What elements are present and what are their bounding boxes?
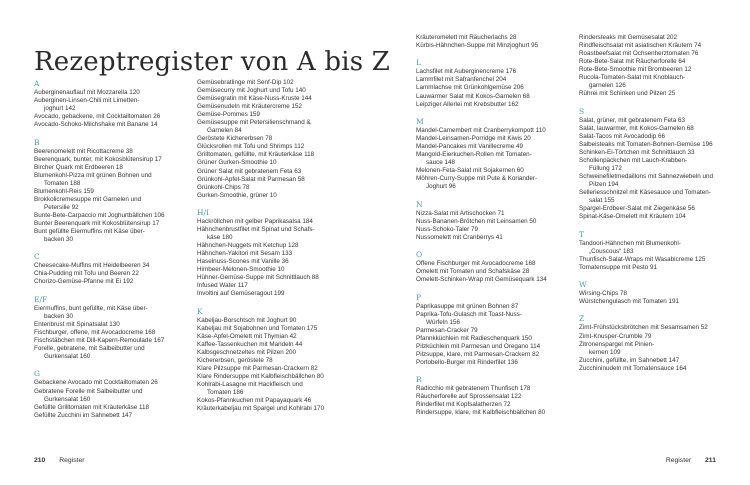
index-entry: Rührei mit Schinken und Pilzen 25	[579, 90, 676, 98]
index-entry: Würstchengulasch mit Tomaten 191	[579, 298, 679, 306]
index-entry-continuation: Tomaten 186	[207, 389, 244, 397]
section-letter: A	[34, 79, 40, 88]
index-entry: Nussomelett mit Cranberrys 41	[416, 233, 503, 241]
section-spacer	[579, 98, 739, 106]
index-entry: Spargel-Erdbeer-Salat mit Ziegenkäse 56	[579, 205, 695, 213]
index-entry: Auberginenauflauf mit Mozzarella 120	[34, 89, 140, 96]
footer-label-right: Register	[665, 457, 692, 464]
footer-left	[34, 457, 85, 464]
index-entry: Blumenkohl-Reis 159	[34, 187, 94, 195]
index-entry: Gemüsesuppe mit Petersilienschmand &	[197, 119, 311, 127]
page-number-right: 211	[705, 457, 716, 464]
index-entry-continuation: Würfeln 156	[426, 318, 460, 326]
index-entry: Gurken-Smoothie, grüner 10	[197, 191, 277, 199]
section-spacer	[416, 50, 576, 58]
index-entry: Rinderfilet mit Kopfsalatherzen 72	[416, 401, 511, 409]
index-entry: Gemüsenudeln mit Kräutercreme 152	[197, 103, 302, 111]
index-entry: Pilzsuppe, klare, mit Parmesan-Crackern 82	[416, 350, 540, 358]
index-column-4	[579, 34, 739, 373]
index-entry: Möhren-Curry-Suppe mit Pute & Koriander-	[416, 175, 538, 183]
index-entry: Nuss-Bananen-Brötchen mit Leinsamen 50	[416, 217, 537, 225]
index-entry: Schinken-Ei-Törtchen mit Schnittlauch 33	[579, 148, 695, 156]
index-column-3	[416, 34, 576, 417]
index-entry: Omelett mit Tomaten und Schafskäse 28	[416, 268, 530, 276]
index-entry-continuation: Garnelen 84	[207, 127, 242, 135]
index-entry: Avocado, gebackene, mit Cocktailtomaten 26	[34, 113, 161, 121]
index-entry: Grilltomaten, gefüllte, mit Kräuterkäse 118	[197, 151, 315, 159]
index-entry: Gemüse-Pommes 159	[197, 111, 260, 119]
index-entry: Kohlrabi-Lasagne mit Hackfleisch und	[197, 381, 303, 389]
section-letter: B	[34, 137, 40, 147]
index-entry: Gemüsebratlinge mit Senf-Dip 102	[197, 79, 294, 86]
index-entry: Mandel-Pancakes mit Vanillecreme 49	[416, 143, 523, 151]
index-entry: Bircher Quark mit Erdbeeren 18	[34, 163, 123, 171]
index-entry-continuation: Pilzen 194	[589, 181, 619, 189]
index-entry-continuation: Petersilie 92	[44, 203, 79, 211]
index-entry: Grünkohl-Apfel-Salat mit Parmesan 58	[197, 175, 305, 183]
index-entry: Lammfilet mit Safranfenchel 204	[416, 76, 507, 84]
index-entry: Pilzküchlein mit Parmesan und Oregano 114	[416, 342, 541, 350]
index-entry: Blumenkohl-Pizza mit grünen Bohnen und	[34, 171, 152, 179]
index-entry: Käse-Apfel-Omelett mit Thymian 42	[197, 332, 297, 340]
index-entry: Kokos-Pfannkuchen mit Papayaquark 46	[197, 397, 312, 405]
index-entry: Thunfisch-Salat-Wraps mit Wasabicreme 125	[579, 255, 706, 263]
index-entry: Grünkohl-Chips 78	[197, 183, 250, 191]
index-entry: Salat, lauwarmer, mit Kokos-Garnelen 68	[579, 124, 694, 132]
index-entry: Lammlachse mit Grünkohlgemüse 206	[416, 84, 524, 92]
section-spacer	[34, 129, 194, 137]
index-entry: Tandoori-Hähnchen mit Blumenkohl-	[579, 239, 681, 247]
index-entry: Klare Rindersuppe mit Kalbfleischbällchen 80	[197, 373, 324, 381]
index-entry: Schweinefiletmedaillons mit Sahnezwiebeln und	[579, 173, 714, 180]
index-entry: Bunt gefüllte Eiermuffins mit Käse über-	[34, 228, 145, 235]
index-entry: Cheesecake-Muffins mit Heidelbeeren 34	[34, 262, 150, 270]
index-entry-continuation: backen 30	[44, 236, 74, 244]
index-entry-continuation: joghurt 142	[44, 105, 76, 113]
index-entry: Hähnchen-Nuggets mit Ketchup 128	[197, 242, 299, 250]
index-entry: Salat-Tacos mit Avocadodip 66	[579, 132, 665, 140]
index-entry: Nuss-Schoko-Taler 79	[416, 225, 478, 233]
page-title: Rezeptregister von A bis Z	[34, 47, 391, 78]
index-entry: Forelle, gebratene, mit Salbeibutter und	[34, 345, 145, 353]
index-entry: Rucola-Tomaten-Salat mit Knoblauch-	[579, 74, 686, 82]
index-entry-continuation: backen 30	[44, 312, 74, 320]
index-entry: Fischburger, offene, mit Avocadocreme 168	[34, 328, 156, 336]
index-entry: Grüner Gurken-Smoothie 10	[197, 159, 277, 167]
section-spacer	[416, 242, 576, 250]
index-entry-continuation: Gurkensalat 160	[44, 395, 91, 403]
index-entry: Gefüllte Grilltomaten mit Kräuterkäse 118	[34, 403, 150, 411]
index-entry-continuation: sauce 148	[426, 159, 456, 167]
section-spacer	[416, 109, 576, 117]
index-entry: Rote-Bete-Smoothie mit Brombeeren 12	[579, 66, 692, 74]
index-entry: Mandel-Leinsamen-Porridge mit Kiwis 20	[416, 134, 531, 142]
index-entry: Himbeer-Melonen-Smoothie 10	[197, 266, 285, 274]
index-entry: Glücksrollen mit Tofu und Shrimps 112	[197, 143, 305, 151]
index-entry: Klare Pilzsuppe mit Parmesan-Crackern 82	[197, 365, 318, 373]
section-spacer	[579, 272, 739, 280]
section-letter: T	[579, 229, 585, 239]
index-entry: Schollenpäckchen mit Lauch-Krabben-	[579, 156, 688, 164]
index-entry: Hackröllchen mit gelber Paprikasalsa 184	[197, 218, 313, 225]
index-entry: Infused Water 117	[197, 282, 248, 290]
section-letter: W	[579, 280, 587, 290]
index-entry-continuation: Füllung 172	[589, 164, 622, 172]
index-entry: Involtini auf Gemüseragout 199	[197, 290, 285, 298]
index-entry: Kaffee-Tassenkuchen mit Mandeln 44	[197, 340, 303, 348]
index-entry: Eiermuffins, bunt gefüllte, mit Käse über-	[34, 304, 148, 312]
footer-label-left: Register	[59, 457, 85, 464]
index-entry: Zimt-Frühstücksbrötchen mit Sesamsamen 52	[579, 324, 708, 332]
index-entry: Omelett-Schinken-Wrap mit Gemüsequark 134	[416, 276, 547, 284]
index-entry: Hähnchenbrustfilet mit Spinat und Schafs-	[197, 226, 315, 234]
index-entry: Beerenomelett mit Ricottacreme 38	[34, 147, 133, 155]
index-entry-continuation: Gurkensalat 160	[44, 353, 91, 361]
section-spacer	[579, 306, 739, 314]
index-entry: Salat, grüner, mit gebratenem Feta 63	[579, 116, 686, 124]
index-column-2	[197, 79, 362, 413]
index-entry: Kräuteromelett mit Räucherlachs 28	[416, 34, 517, 41]
index-entry-continuation: „Couscous“ 183	[589, 247, 634, 255]
section-letter: K	[197, 306, 203, 316]
section-spacer	[416, 284, 576, 292]
index-entry: Lachsfilet mit Auberginencreme 176	[416, 68, 517, 76]
index-entry: Gebackene Avocado mit Cocktailtomaten 26	[34, 379, 158, 387]
section-spacer	[197, 200, 362, 208]
index-entry: Pfannkküchlein mit Radieschenquark 150	[416, 334, 532, 342]
index-entry: Parmesan-Cracker 79	[416, 326, 478, 334]
index-entry: Zimt-Knusper-Crumble 79	[579, 332, 652, 340]
index-entry: Paprikasuppe mit grünen Bohnen 87	[416, 302, 519, 310]
section-spacer	[579, 221, 739, 229]
index-entry: Zitronenspargel mit Pinien-	[579, 340, 655, 348]
index-entry: Bunte-Bete-Carpaccio mit Joghurtbällchen 106	[34, 211, 165, 219]
index-entry: Mandel-Camembert mit Cranberrykompott 110	[416, 126, 546, 134]
section-spacer	[416, 191, 576, 199]
index-entry-continuation: salat 155	[589, 197, 615, 205]
index-entry: Grüner Salat mit gebratenem Feta 63	[197, 167, 302, 175]
index-entry: Offene Fischburger mit Avocadocreme 168	[416, 260, 536, 268]
section-letter: R	[416, 375, 422, 385]
index-entry: Leipziger Allerlei mit Krebsbutter 162	[416, 100, 519, 108]
index-entry: Spinat-Käse-Omelett mit Kräutern 104	[579, 213, 686, 221]
section-letter: M	[416, 116, 424, 126]
index-entry: Mangold-Eierkuchen-Rollen mit Tomaten-	[416, 151, 532, 159]
index-entry: Nizza-Salat mit Artischocken 71	[416, 209, 505, 217]
section-letter: H/I	[197, 208, 210, 217]
section-letter: O	[416, 250, 423, 260]
section-letter: C	[34, 252, 40, 262]
index-entry: Zucchini, gefüllte, im Sahnebett 147	[579, 356, 680, 364]
index-entry: Rote-Bete-Salat mit Räucherforelle 64	[579, 58, 686, 66]
index-entry: Kürbis-Hähnchen-Suppe mit Minzjoghurt 95	[416, 42, 539, 50]
index-entry: Kichererbsen, geröstete 78	[197, 357, 273, 364]
index-entry-continuation: Joghurt 96	[426, 183, 456, 191]
index-entry-continuation: kernen 109	[589, 348, 621, 356]
index-entry: Rindfleischsalat mit asiatischen Kräutern 74	[579, 42, 702, 50]
index-entry-continuation: Tomaten 188	[44, 179, 81, 187]
section-letter: S	[579, 106, 585, 116]
index-entry: Rindersteaks mit Gemüsesalat 202	[579, 34, 677, 41]
index-entry: Wirsing-Chips 78	[579, 290, 627, 298]
index-entry: Rindersuppe, klare, mit Kalbfleischbällchen 80	[416, 409, 546, 417]
index-entry: Paprika-Tofu-Gulasch mit Toast-Nuss-	[416, 310, 522, 318]
index-entry: Roastbeefsalat mit Ochsenherztomaten 76	[579, 50, 699, 58]
index-entry: Kabeljau mit Sojabohnen und Tomaten 175	[197, 324, 318, 332]
index-entry: Kabeljau-Borschtsch mit Joghurt 90	[197, 316, 297, 324]
index-entry: Gemüsegratin mit Käse-Nuss-Kruste 144	[197, 95, 312, 103]
index-entry: Chorizo-Gemüse-Pfanne mit Ei 192	[34, 278, 134, 286]
index-entry: Melonen-Feta-Salat mit Sojakernen 60	[416, 167, 524, 175]
index-entry: Hähnchen-Yakitori mit Sesam 133	[197, 250, 293, 258]
section-spacer	[416, 367, 576, 375]
index-entry: Gebratene Forelle mit Salbeibutter und	[34, 387, 143, 395]
index-entry: Räucherforelle auf Sprossensalat 122	[416, 393, 522, 401]
index-entry: Radicchio mit gebratenem Thunfisch 178	[416, 385, 531, 393]
index-entry: Chia-Pudding mit Tofu und Beeren 22	[34, 270, 139, 278]
index-entry: Brokkolicremesuppe mit Garnelen und	[34, 195, 142, 203]
index-entry: Bunter Beerenquark mit Kokosblütensirup 17	[34, 219, 160, 227]
section-letter: E/F	[34, 294, 48, 304]
section-letter: Z	[579, 314, 585, 324]
section-spacer	[197, 298, 362, 306]
index-entry: Salbeisteaks mit Tomaten-Bohnen-Gemüse 196	[579, 140, 713, 148]
index-entry: Fischstäbchen mit Dill-Kapern-Remoulade 167	[34, 337, 165, 345]
section-letter: G	[34, 369, 40, 379]
index-entry: Kalbsgeschnetzeltes mit Pilzen 200	[197, 348, 297, 356]
section-letter: P	[416, 292, 422, 302]
index-entry: Hühner-Gemüse-Suppe mit Schnittlauch 88	[197, 274, 319, 282]
index-entry: Beerenquark, bunter, mit Kokosblütensirup 17	[34, 155, 162, 163]
section-spacer	[34, 287, 194, 295]
index-entry: Zucchininudeln mit Tomatensauce 164	[579, 364, 687, 372]
section-letter: N	[416, 199, 423, 209]
index-entry: Tomatensuppe mit Pesto 91	[579, 263, 658, 271]
section-spacer	[34, 361, 194, 369]
index-entry-continuation: käse 180	[207, 234, 233, 242]
index-entry: Gemüsecurry mit Joghurt und Tofu 140	[197, 87, 306, 95]
page-number-left: 210	[34, 457, 46, 464]
index-entry: Entenbrust mit Spinatsalat 130	[34, 320, 120, 328]
index-entry: Haselnuss-Scones mit Vanille 36	[197, 258, 289, 266]
index-entry: Avocado-Schoko-Milchshake mit Banane 14	[34, 121, 158, 129]
index-entry: Auberginen-Linsen-Chili mit Limetten-	[34, 97, 140, 105]
index-entry: Geröstete Kichererbsen 78	[197, 135, 273, 143]
index-entry-continuation: garnelen 126	[589, 82, 626, 90]
index-entry: Kräuterkabeljau mit Spargel und Kohlrabi 170	[197, 405, 325, 413]
footer-right	[666, 457, 716, 464]
index-entry: Portobello-Burger mit Rinderfilet 136	[416, 358, 518, 366]
section-spacer	[34, 244, 194, 252]
index-entry: Lauwarmer Salat mit Kokos-Garnelen 68	[416, 92, 530, 100]
index-entry: Gefüllte Zucchini im Sahnebett 147	[34, 411, 133, 419]
index-entry: Selleriesschnitzel mit Käsesauce und Tomaten-	[579, 189, 711, 197]
index-column-1	[34, 79, 194, 420]
section-letter: L	[416, 58, 421, 68]
